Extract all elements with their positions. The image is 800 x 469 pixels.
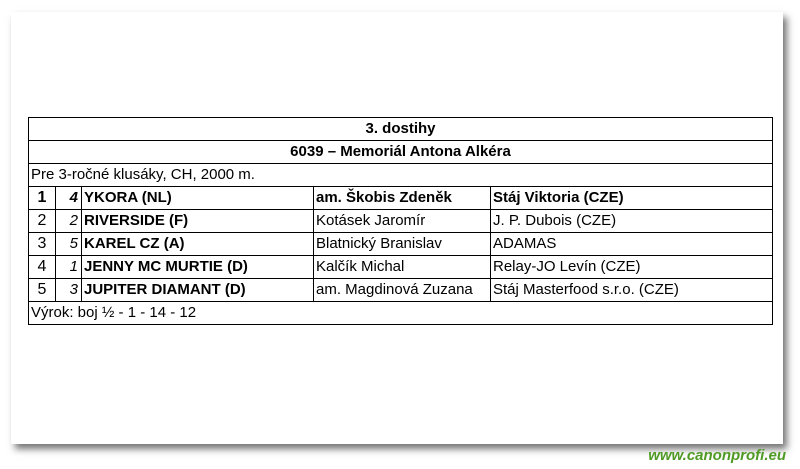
race-subtitle: 6039 – Memoriál Antona Alkéra bbox=[29, 141, 773, 164]
horse-cell: KAREL CZ (A) bbox=[82, 233, 314, 256]
driver-cell: am. Magdinová Zuzana bbox=[314, 279, 491, 302]
place-cell: 2 bbox=[29, 210, 56, 233]
race-results-table bbox=[28, 117, 773, 325]
result-row-1 bbox=[29, 187, 773, 210]
owner-cell: Stáj Viktoria (CZE) bbox=[491, 187, 773, 210]
driver-cell: Blatnický Branislav bbox=[314, 233, 491, 256]
watermark-text: www.canonprofi.eu bbox=[648, 447, 786, 464]
result-row-2 bbox=[29, 210, 773, 233]
race-title: 3. dostihy bbox=[29, 118, 773, 141]
conditions-row bbox=[29, 164, 773, 187]
start-number-cell: 2 bbox=[56, 210, 82, 233]
horse-cell: RIVERSIDE (F) bbox=[82, 210, 314, 233]
place-cell: 5 bbox=[29, 279, 56, 302]
title-row bbox=[29, 118, 773, 141]
result-row-4 bbox=[29, 256, 773, 279]
start-number-cell: 4 bbox=[56, 187, 82, 210]
payout-text: Výrok: boj ½ - 1 - 14 - 12 bbox=[29, 302, 773, 325]
driver-cell: am. Škobis Zdeněk bbox=[314, 187, 491, 210]
start-number-cell: 5 bbox=[56, 233, 82, 256]
owner-cell: ADAMAS bbox=[491, 233, 773, 256]
driver-cell: Kotásek Jaromír bbox=[314, 210, 491, 233]
race-conditions: Pre 3-ročné klusáky, CH, 2000 m. bbox=[29, 164, 773, 187]
horse-cell: YKORA (NL) bbox=[82, 187, 314, 210]
owner-cell: J. P. Dubois (CZE) bbox=[491, 210, 773, 233]
driver-cell: Kalčík Michal bbox=[314, 256, 491, 279]
result-row-5 bbox=[29, 279, 773, 302]
start-number-cell: 1 bbox=[56, 256, 82, 279]
owner-cell: Stáj Masterfood s.r.o. (CZE) bbox=[491, 279, 773, 302]
place-cell: 1 bbox=[29, 187, 56, 210]
horse-cell: JUPITER DIAMANT (D) bbox=[82, 279, 314, 302]
place-cell: 4 bbox=[29, 256, 56, 279]
owner-cell: Relay-JO Levín (CZE) bbox=[491, 256, 773, 279]
subtitle-row bbox=[29, 141, 773, 164]
start-number-cell: 3 bbox=[56, 279, 82, 302]
result-row-3 bbox=[29, 233, 773, 256]
place-cell: 3 bbox=[29, 233, 56, 256]
payout-row bbox=[29, 302, 773, 325]
horse-cell: JENNY MC MURTIE (D) bbox=[82, 256, 314, 279]
